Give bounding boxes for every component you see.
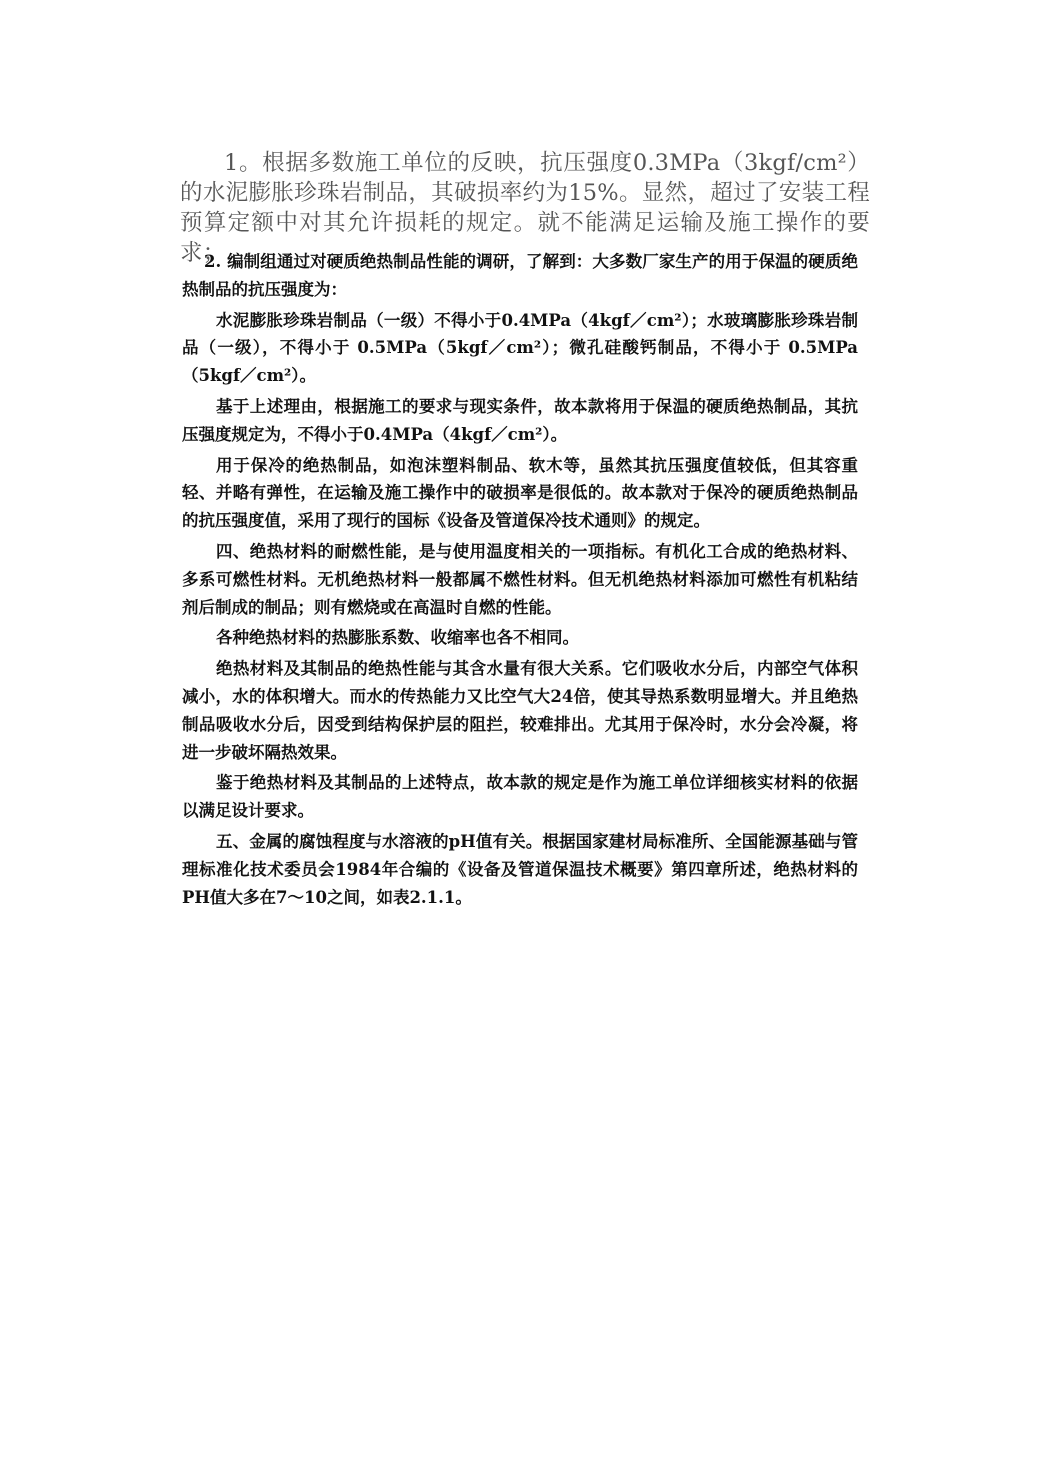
bold-text-block	[182, 248, 858, 914]
paragraph-5: 用于保冷的绝热制品，如泡沫塑料制品、软木等，虽然其抗压强度值较低，但其容重轻、并略有弹性，在运输及施工操作中的破损率是很低的。故本款对于保冷的硬质绝热制品的抗压强度值，采用了现行的国标《设备及管道保冷技术通则》的规定。	[182, 455, 858, 531]
paragraph-2: 2. 编制组通过对硬质绝热制品性能的调研，了解到：大多数厂家生产的用于保温的硬质绝热制品的抗压强度为：	[182, 252, 858, 299]
paragraph-7: 各种绝热材料的热膨胀系数、收缩率也各不相同。	[216, 628, 579, 648]
paragraph-9: 鉴于绝热材料及其制品的上述特点，故本款的规定是作为施工单位详细核实材料的依据以满足设计要求。	[182, 773, 858, 821]
paragraph-6: 四、绝热材料的耐燃性能，是与使用温度相关的一项指标。有机化工合成的绝热材料、多系可燃性材料。无机绝热材料一般都属不燃性材料。但无机绝热材料添加可燃性有机粘结剂后制成的制品；则有燃烧或在高温时自燃的性能。	[182, 541, 858, 617]
paragraph-10: 五、金属的腐蚀程度与水溶液的pH值有关。根据国家建材局标准所、全国能源基础与管理标准化技术委员会1984年合编的《设备及管道保温技术概要》第四章所述，绝热材料的PH值大多在7～10之间，如表2.1.1。	[182, 831, 858, 907]
paragraph-4: 基于上述理由，根据施工的要求与现实条件，故本款将用于保温的硬质绝热制品，其抗压强度规定为，不得小于0.4MPa（4kgf／cm²）。	[182, 396, 858, 444]
paragraph-3: 水泥膨胀珍珠岩制品（一级）不得小于0.4MPa（4kgf／cm²）；水玻璃膨胀珍珠岩制品（一级），不得小于 0.5MPa（5kgf／cm²）；微孔硅酸钙制品，不得小于 0.5MPa（5kgf／cm²）。	[182, 310, 858, 386]
paragraph-8: 绝热材料及其制品的绝热性能与其含水量有很大关系。它们吸收水分后，内部空气体积减小，水的体积增大。而水的传热能力又比空气大24倍，使其导热系数明显增大。并且绝热制品吸收水分后，因受到结构保护层的阻拦，较难排出。尤其用于保冷时，水分会冷凝，将进一步破坏隔热效果。	[182, 659, 858, 762]
paragraph-1: 1。根据多数施工单位的反映，抗压强度0.3MPa（3kgf/cm²）的水泥膨胀珍珠岩制品，其破损率约为15%。显然，超过了安装工程预算定额中对其允许损耗的规定。就不能满足运输及施工操作的要求；	[180, 150, 870, 266]
